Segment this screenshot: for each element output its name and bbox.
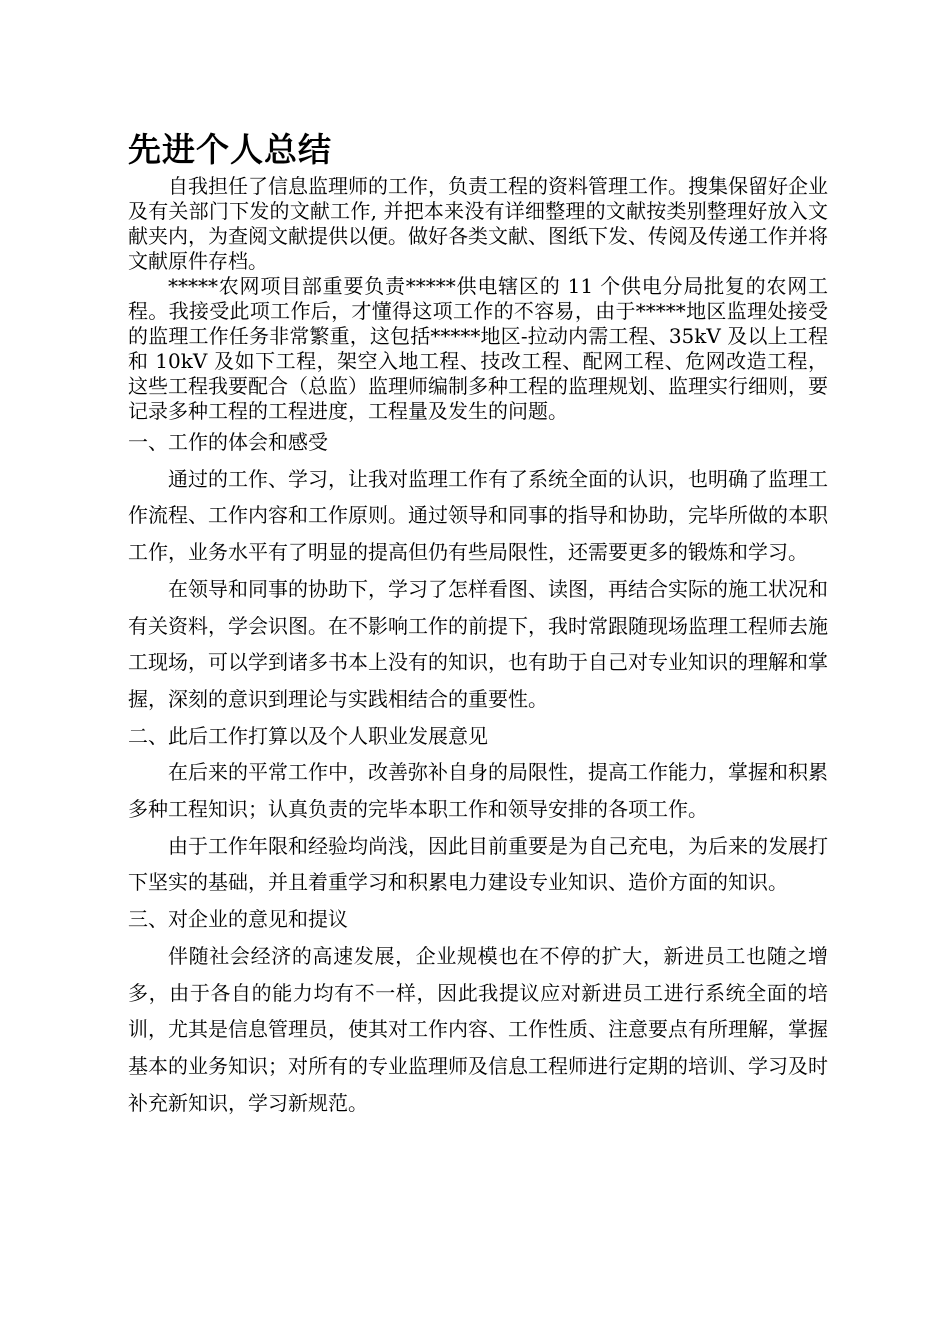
sections-block — [128, 424, 828, 1121]
section-heading: 三、对企业的意见和提议 — [128, 907, 348, 932]
body-paragraph: 在后来的平常工作中，改善弥补自身的局限性，提高工作能力，掌握和积累多种工程知识；认真负责的完毕本职工作和领导安排的各项工作。 — [128, 760, 828, 822]
intro-paragraph: 自我担任了信息监理师的工作，负责工程的资料管理工作。搜集保留好企业及有关部门下发的文献工作, 并把本来没有详细整理的文献按类别整理好放入文献夹内，为查阅文献提供以便。做好各类文献、图纸下发、传阅及传递工作并将文献原件存档。 — [128, 174, 828, 273]
intro-paragraph: *****农网项目部重要负责*****供电辖区的 11 个供电分局批复的农网工程。我接受此项工作后，才懂得这项工作的不容易，由于*****地区监理处接受的监理工作任务非常繁重，这包括*****地区-拉动内需工程、35kV 及以上工程和 10kV 及如下工程，架空入地工程、技改工程、配网工程、危网改造工程，这些工程我要配合（总监）监理师编制多种工程的监理规划、监理实行细则，要记录多种工程的工程进度，工程量及发生的问题。 — [128, 274, 828, 423]
document-title: 先进个人总结 — [128, 130, 332, 169]
document-page — [128, 128, 828, 1121]
body-paragraph: 由于工作年限和经验均尚浅，因此目前重要是为自己充电，为后来的发展打下坚实的基础，并且着重学习和积累电力建设专业知识、造价方面的知识。 — [128, 833, 828, 895]
section-heading: 一、工作的体会和感受 — [128, 430, 328, 454]
section-heading: 二、此后工作打算以及个人职业发展意见 — [128, 723, 488, 748]
body-paragraph: 在领导和同事的协助下，学习了怎样看图、读图，再结合实际的施工状况和有关资料，学会识图。在不影响工作的前提下，我时常跟随现场监理工程师去施工现场，可以学到诸多书本上没有的知识，也有助于自己对专业知识的理解和掌握，深刻的意识到理论与实践相结合的重要性。 — [128, 576, 828, 711]
body-paragraph: 伴随社会经济的高速发展，企业规模也在不停的扩大，新进员工也随之增多，由于各自的能力均有不一样，因此我提议应对新进员工进行系统全面的培训，尤其是信息管理员，使其对工作内容、工作性质、注意要点有所理解，掌握基本的业务知识；对所有的专业监理师及信息工程师进行定期的培训、学习及时补充新知识，学习新规范。 — [128, 943, 828, 1115]
intro-block — [128, 174, 828, 424]
body-paragraph: 通过的工作、学习，让我对监理工作有了系统全面的认识，也明确了监理工作流程、工作内容和工作原则。通过领导和同事的指导和协助，完毕所做的本职工作，业务水平有了明显的提高但仍有些局限性，还需要更多的锻炼和学习。 — [128, 466, 828, 565]
